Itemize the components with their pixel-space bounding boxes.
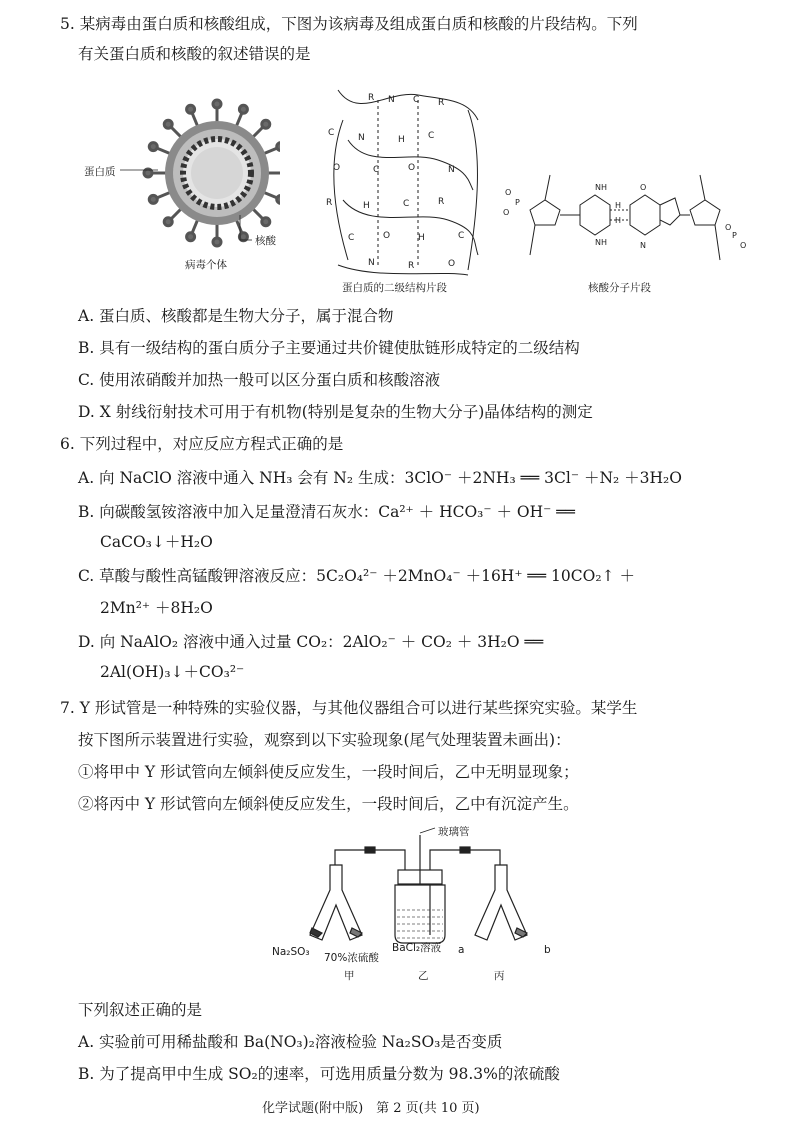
q6-option-c-line2: 2Mn²⁺ ＋8H₂O [100,599,213,617]
label-glass-tube: 玻璃管 [438,826,470,838]
svg-text:N: N [448,165,455,175]
q5-option-c: C. 使用浓硝酸并加热一般可以区分蛋白质和核酸溶液 [78,371,441,389]
svg-text:C: C [328,128,335,138]
svg-text:H: H [615,201,622,210]
q6-stem: 6. 下列过程中，对应反应方程式正确的是 [60,435,344,453]
q5-option-b: B. 具有一级结构的蛋白质分子主要通过共价键使肽链形成特定的二级结构 [78,339,580,357]
q7-stem-line1: 7. Y 形试管是一种特殊的实验仪器，与其他仪器组合可以进行某些探究实验。某学生 [60,699,638,717]
label-jia: 甲 [344,970,355,982]
virus-spike-head [277,195,280,203]
page-footer: 化学试题(附中版) 第 2 页(共 10 页) [262,1101,480,1116]
label-acid: 70%浓硫酸 [324,952,379,964]
q5-stem-line2: 有关蛋白质和核酸的叙述错误的是 [78,45,311,63]
svg-text:O: O [505,188,512,197]
svg-text:N: N [388,95,395,105]
svg-text:O: O [503,208,510,217]
apparatus-figure [270,825,570,985]
virus-spike-head [149,143,157,151]
virus-spike-head [262,218,270,226]
q5-stem-line1: 5. 某病毒由蛋白质和核酸组成，下图为该病毒及组成蛋白质和核酸的片段结构。下列 [60,15,638,33]
virus-label-nucleic: 核酸 [255,235,276,247]
q6-option-b-line2: CaCO₃↓＋H₂O [100,533,213,551]
virus-spike-head [149,195,157,203]
label-b: b [544,944,551,956]
label-na2so3: Na₂SO₃ [272,946,310,958]
svg-text:R: R [438,98,445,108]
virus-spike-head [262,120,270,128]
virus-figure [80,95,280,275]
virus-label-protein: 蛋白质 [84,166,116,178]
nucleic-caption: 核酸分子片段 [588,282,651,294]
protein-caption: 蛋白质的二级结构片段 [342,282,447,294]
q7-question: 下列叙述正确的是 [78,1001,203,1019]
virus-spike-head [187,105,195,113]
svg-text:O: O [408,163,416,173]
virus-spike-head [187,233,195,241]
svg-text:R: R [408,261,415,271]
svg-text:C: C [373,165,380,175]
virus-spike-head [213,238,221,246]
q7-option-b: B. 为了提高甲中生成 SO₂的速率，可选用质量分数为 98.3%的浓硫酸 [78,1065,560,1083]
svg-text:N: N [640,241,646,250]
q6-option-b-line1: B. 向碳酸氢铵溶液中加入足量澄清石灰水：Ca²⁺ ＋ HCO₃⁻ ＋ OH⁻ ══ [78,503,575,521]
virus-caption: 病毒个体 [185,259,227,271]
svg-text:P: P [732,231,737,240]
q7-observation-2: ②将丙中 Y 形试管向左倾斜使反应发生，一段时间后，乙中有沉淀产生。 [78,795,579,813]
q6-option-a: A. 向 NaClO 溶液中通入 NH₃ 会有 N₂ 生成：3ClO⁻ ＋2NH₃ ══ 3Cl⁻ ＋N₂ ＋3H₂O [78,469,682,487]
q5-option-a: A. 蛋白质、核酸都是生物大分子，属于混合物 [78,307,394,325]
svg-text:C: C [413,95,420,105]
svg-text:O: O [333,163,341,173]
svg-text:NH: NH [595,238,607,247]
virus-spike-head [239,233,247,241]
q6-option-d-line1: D. 向 NaAlO₂ 溶液中通入过量 CO₂：2AlO₂⁻ ＋ CO₂ ＋ 3H₂O ══ [78,633,544,651]
virus-spike-head [239,105,247,113]
svg-text:N: N [368,258,375,268]
q7-option-a: A. 实验前可用稀盐酸和 Ba(NO₃)₂溶液检验 Na₂SO₃是否变质 [78,1033,503,1051]
virus-spike-head [164,218,172,226]
svg-text:O: O [740,241,747,250]
q6-option-c-line1: C. 草酸与酸性高锰酸钾溶液反应：5C₂O₄²⁻ ＋2MnO₄⁻ ＋16H⁺ ══ 10CO₂↑ ＋ [78,567,635,585]
svg-text:H: H [615,216,622,225]
svg-text:H: H [418,233,425,243]
label-yi: 乙 [418,970,429,982]
virus-spike-head [164,120,172,128]
svg-text:O: O [448,259,456,269]
svg-text:P: P [515,198,520,207]
svg-text:O: O [640,183,647,192]
virus-spike-head [213,100,221,108]
label-a: a [458,944,465,956]
label-bing: 丙 [494,970,505,982]
q7-observation-1: ①将甲中 Y 形试管向左倾斜使反应发生，一段时间后，乙中无明显现象； [78,763,579,781]
label-bacl2: BaCl₂溶液 [392,942,442,954]
virus-spike-head [277,143,280,151]
svg-text:NH: NH [595,183,607,192]
svg-text:C: C [428,131,435,141]
svg-text:R: R [438,197,445,207]
svg-text:C: C [458,231,465,241]
svg-text:H: H [363,201,370,211]
svg-text:R: R [368,93,375,103]
svg-text:C: C [403,199,410,209]
q6-option-d-line2: 2Al(OH)₃↓＋CO₃²⁻ [100,663,245,681]
svg-text:R: R [326,198,333,208]
svg-text:O: O [383,231,391,241]
nucleic-acid-figure [500,160,750,275]
q7-stem-line2: 按下图所示装置进行实验，观察到以下实验现象(尾气处理装置未画出)： [78,731,571,749]
svg-text:H: H [398,135,405,145]
svg-text:C: C [348,233,355,243]
svg-text:O: O [725,223,732,232]
svg-text:N: N [358,133,365,143]
q5-option-d: D. X 射线衍射技术可用于有机物(特别是复杂的生物大分子)晶体结构的测定 [78,403,593,421]
protein-structure-figure [318,80,498,280]
